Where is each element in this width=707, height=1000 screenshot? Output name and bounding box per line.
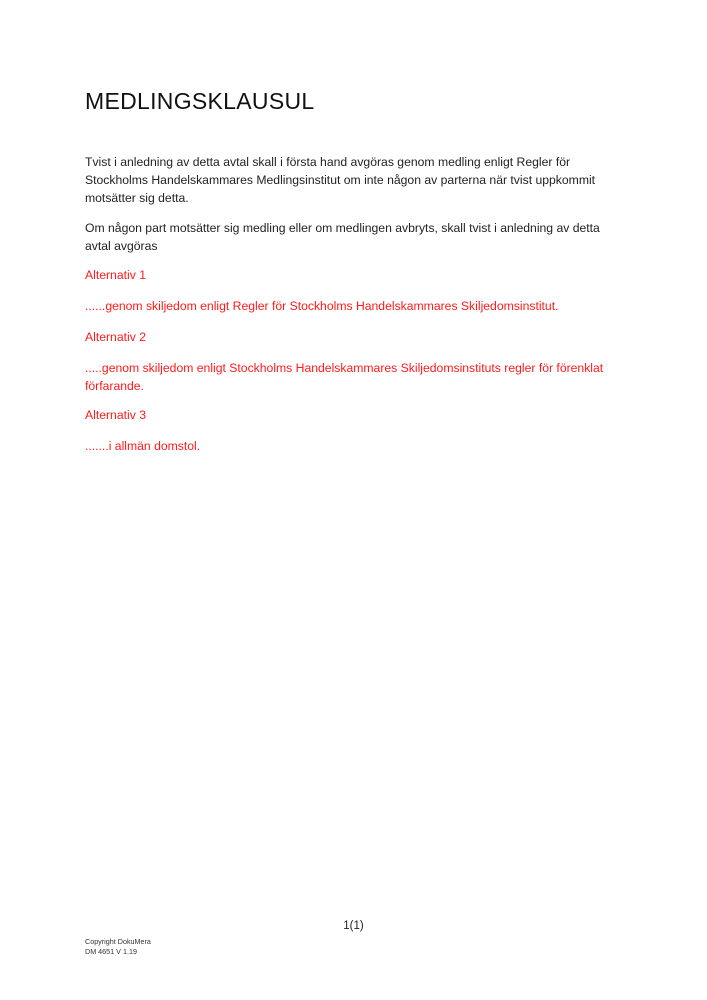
copyright-text: Copyright DokuMera	[85, 937, 151, 946]
paragraph-mediation: Tvist i anledning av detta avtal skall i första hand avgöras genom medling enligt Regler för Stockholms Handelskammares Medlingsinstitut om inte någon av parterna när tvist uppkommit motsätter sig detta.	[85, 155, 596, 205]
footer-info	[85, 937, 151, 957]
alternative-3-heading: Alternativ 3	[85, 408, 146, 422]
alternative-1-text: ......genom skiljedom enligt Regler för Stockholms Handelskammares Skiljedomsinstitut.	[85, 299, 559, 313]
document-title: MEDLINGSKLAUSUL	[85, 88, 315, 114]
paragraph-objection: Om någon part motsätter sig medling eller om medlingen avbryts, skall tvist i anledning av detta avtal avgöras	[85, 221, 600, 253]
alternative-3-text: .......i allmän domstol.	[85, 439, 201, 453]
alternative-2-text: .....genom skiljedom enligt Stockholms Handelskammares Skiljedomsinstituts regler för förenklat förfarande.	[85, 361, 604, 393]
alternative-1-heading: Alternativ 1	[85, 268, 146, 282]
alternative-2-heading: Alternativ 2	[85, 330, 146, 344]
page-number: 1(1)	[343, 920, 364, 932]
version-text: DM 4651 V 1.19	[85, 947, 137, 956]
